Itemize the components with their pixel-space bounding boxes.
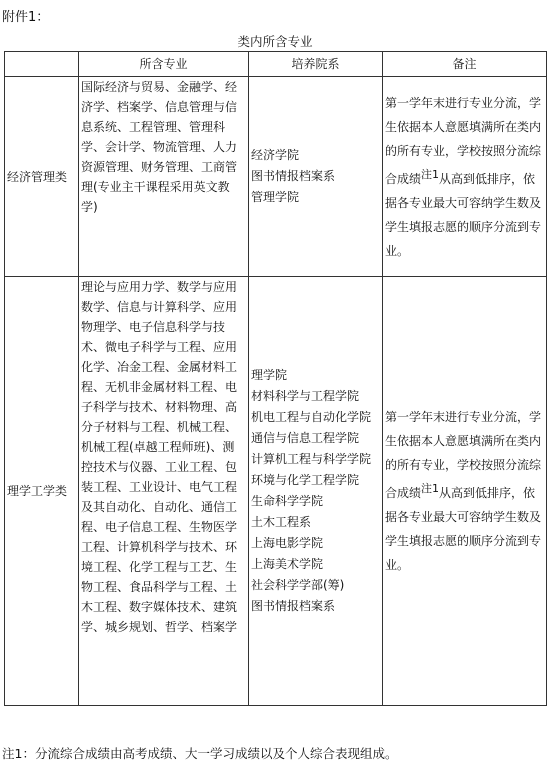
note-after: 从高到低排序，依据各专业最大可容纳学生数及学生填报志愿的顺序分流到专业。 [385, 171, 542, 258]
note-footnote-mark: 注1 [421, 482, 440, 495]
college-cell [249, 77, 383, 277]
category-cell: 理学工学类 [5, 277, 79, 706]
majors-cell: 国际经济与贸易、金融学、经济学、档案学、信息管理与信息系统、工程管理、管理科学、会计学、物流管理、人力资源管理、财务管理、工商管理(专业主干课程采用英文教学) [79, 77, 249, 277]
note-before: 第一学年末进行专业分流，学生依据本人意愿填满所在类内的所有专业，学校按照分流综合成绩 [385, 95, 542, 186]
note-footnote-mark: 注1 [421, 167, 440, 181]
table-header-row [5, 52, 547, 77]
college-name: 环境与化学工程学院 [251, 473, 360, 487]
majors-cell: 理论与应用力学、数学与应用数学、信息与计算科学、应用物理学、电子信息科学与技术、微电子科学与工程、应用化学、冶金工程、金属材料工程、无机非金属材料工程、电子科学与技术、材料物理、高分子材料与工程、机械工程、机械工程(卓越工程师班)、测控技术与仪器、工业工程、包装工程、工业设计、电气工程及其自动化、自动化、通信工程、电子信息工程、生物医学工程、计算机科学与技术、环境工程、化学工程与工艺、生物工程、食品科学与工程、土木工程、数字媒体技术、建筑学、城乡规划、哲学、档案学 [79, 277, 249, 706]
college-name: 通信与信息工程学院 [251, 431, 360, 445]
college-name: 材料科学与工程学院 [251, 389, 360, 403]
note-text [385, 405, 544, 577]
college-name: 社会科学学部(筹) [251, 578, 345, 592]
header-majors: 所含专业 [79, 52, 249, 77]
college-name: 管理学院 [251, 190, 300, 204]
attachment-label: 附件1： [2, 10, 50, 25]
table-row-science-engineering [5, 277, 547, 706]
category-cell: 经济管理类 [5, 77, 79, 277]
table-row-economics-management [5, 77, 547, 277]
college-name: 机电工程与自动化学院 [251, 410, 372, 424]
college-name: 图书情报档案系 [251, 599, 336, 613]
header-note: 备注 [383, 52, 547, 77]
note-cell [383, 77, 547, 277]
college-name: 生命科学学院 [251, 494, 324, 508]
college-name: 上海美术学院 [251, 557, 324, 571]
note-cell [383, 277, 547, 706]
college-name: 上海电影学院 [251, 536, 324, 550]
college-name: 土木工程系 [251, 515, 312, 529]
header-category [5, 52, 79, 77]
table-title: 类内所含专业 [237, 34, 313, 49]
majors-table [4, 51, 547, 706]
college-cell [249, 277, 383, 706]
header-college: 培养院系 [249, 52, 383, 77]
college-name: 图书情报档案系 [251, 169, 336, 183]
college-name: 计算机工程与科学学院 [251, 452, 372, 466]
college-name: 经济学院 [251, 148, 300, 162]
footnote: 注1：分流综合成绩由高考成绩、大一学习成绩以及个人综合表现组成。 [2, 746, 398, 761]
note-before: 第一学年末进行专业分流，学生依据本人意愿填满所在类内的所有专业，学校按照分流综合成绩 [385, 410, 542, 500]
note-after: 从高到低排序，依据各专业最大可容纳学生数及学生填报志愿的顺序分流到专业。 [385, 486, 542, 572]
note-text [385, 91, 544, 263]
college-name: 理学院 [251, 368, 288, 382]
